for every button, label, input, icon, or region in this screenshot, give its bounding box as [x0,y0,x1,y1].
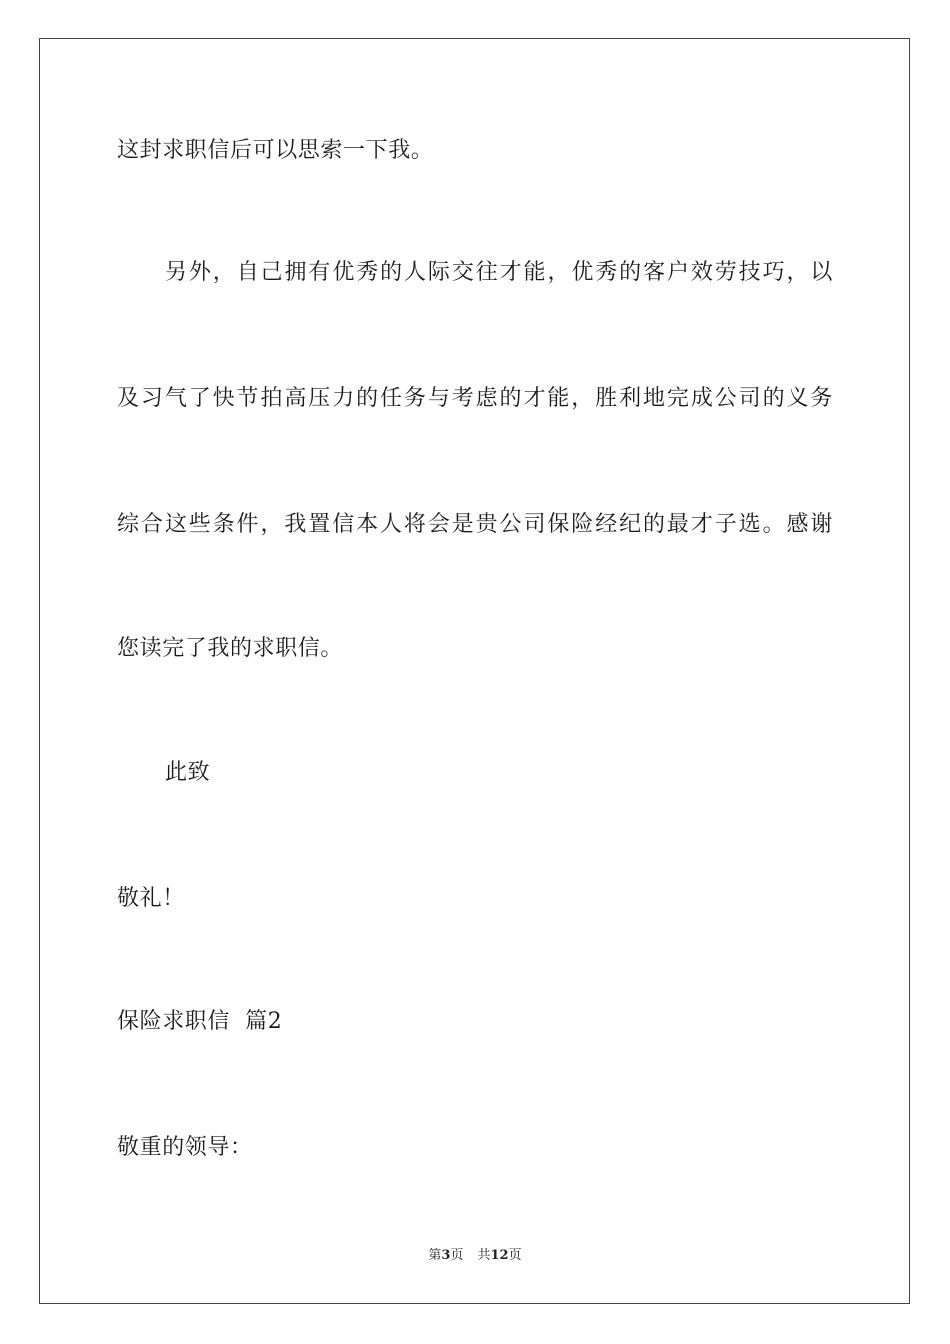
text-line-3: 及习气了快节拍高压力的任务与考虑的才能，胜利地完成公司的义务 [117,386,833,411]
page-border [39,38,910,1304]
total-prefix: 共 [477,1248,491,1263]
page-footer [0,1247,950,1265]
closing-regards: 敬礼！ [117,886,185,911]
greeting-line: 敬重的领导： [117,1135,253,1160]
text-line-4: 综合这些条件，我置信本人将会是贵公司保险经纪的最才子选。感谢 [117,512,833,537]
page-prefix: 第 [428,1248,442,1263]
total-suffix: 页 [508,1248,522,1263]
section-heading: 保险求职信 篇2 [117,1009,283,1034]
text-line-5: 您读完了我的求职信。 [117,636,344,661]
text-line-1: 这封求职信后可以思索一下我。 [117,138,434,163]
current-page-number: 3 [441,1248,451,1263]
closing-salutation: 此致 [165,760,211,785]
text-line-2: 另外，自己拥有优秀的人际交往才能，优秀的客户效劳技巧，以 [165,260,833,285]
page-suffix: 页 [450,1248,464,1263]
total-page-count: 12 [490,1248,509,1263]
